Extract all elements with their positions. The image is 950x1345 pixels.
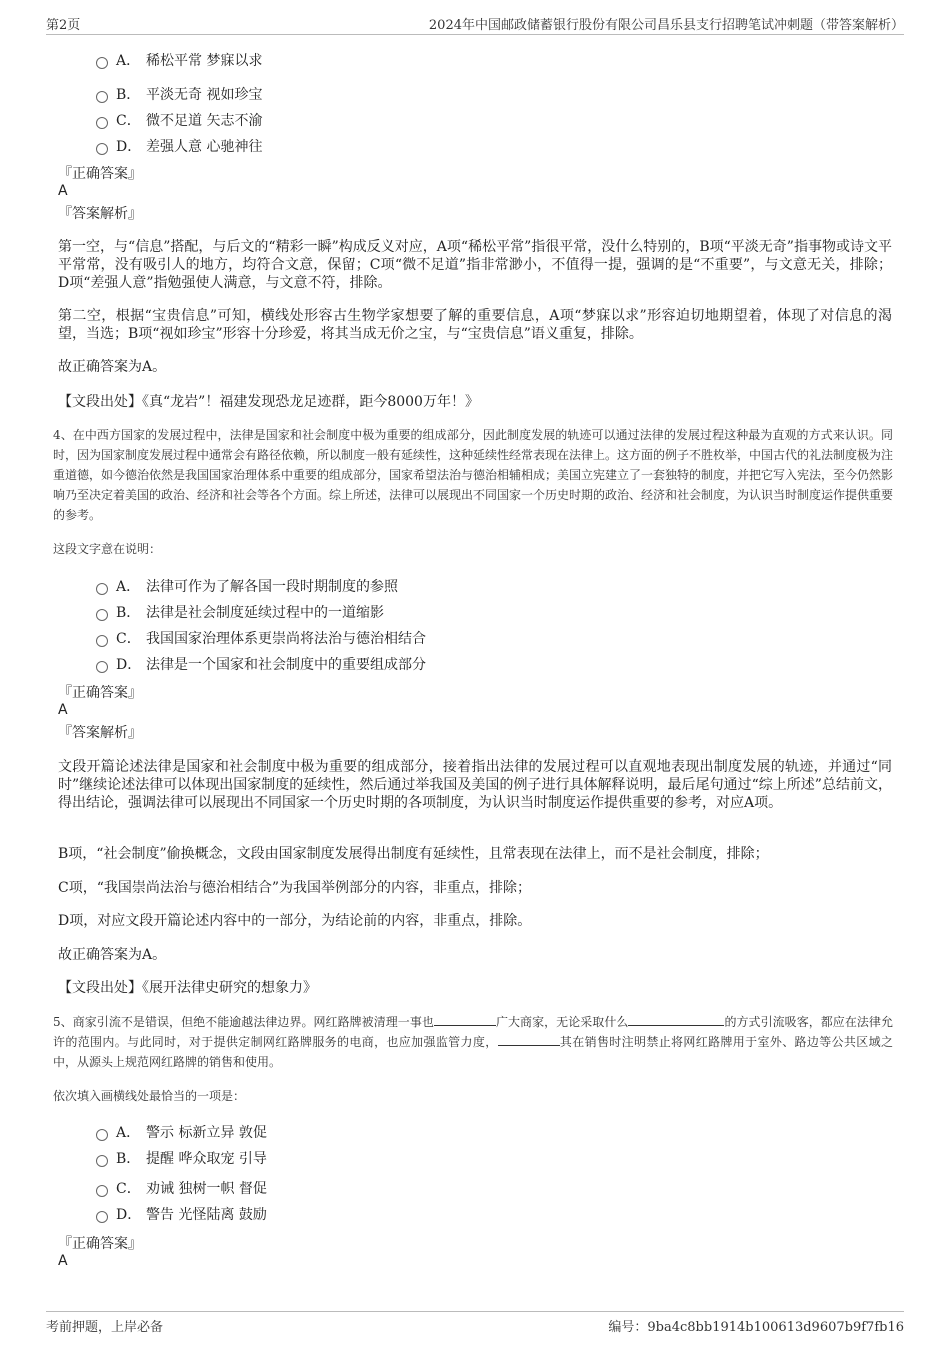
radio-icon[interactable]: [96, 117, 108, 129]
q3-analysis-paragraph: 第一空，与“信息”搭配，与后文的“精彩一瞬”构成反义对应，A项“稀松平常”指很平常，没什么特别的，B项“平淡无奇”指事物或诗文平平常常，没有吸引人的地方，均符合文意，保留；C项“微不足道”指非常渺小，不值得一提，强调的是“不重要”，与文意无关，排除；D项“差强人意”指勉强使人满意，与文意不符，排除。: [58, 239, 892, 291]
q5-prompt: 依次填入画横线处最恰当的一项是：: [53, 1089, 246, 1103]
document-title: 2024年中国邮政储蓄银行股份有限公司昌乐县支行招聘笔试冲刺题（带答案解析）: [428, 18, 904, 33]
q4-prompt: 这段文字意在说明：: [53, 542, 162, 556]
q5-answer-heading: 『正确答案』: [58, 1236, 142, 1252]
q4-answer: A: [58, 702, 68, 718]
page-header: [46, 14, 904, 35]
radio-icon[interactable]: [96, 91, 108, 103]
q4-analysis-paragraph: C项，“我国崇尚法治与德治相结合”为我国举例部分的内容，非重点，排除；: [58, 880, 532, 896]
q3-option-a[interactable]: A． 稀松平常 梦寐以求: [96, 50, 262, 70]
radio-icon[interactable]: [96, 1129, 108, 1141]
radio-icon[interactable]: [96, 609, 108, 621]
q4-analysis-paragraph: D项，对应文段开篇论述内容中的一部分，为结论前的内容，非重点，排除。: [58, 913, 532, 929]
radio-icon[interactable]: [96, 1155, 108, 1167]
q5-question: 5、商家引流不是错误，但绝不能逾越法律边界。网红路牌被清理一事也 广大商家，无论采取什么 的方式引流吸客，都应在法律允许的范围内。与此同时，对于提供定制网红路牌服务的电商，也应加强监管力度， 其在销售时注明禁止将网红路牌用于室外、路边等公共区域之中，从源头上规范网红路牌的销售和使用。: [53, 1012, 893, 1072]
radio-icon[interactable]: [96, 57, 108, 69]
q4-option-b[interactable]: B． 法律是社会制度延续过程中的一道缩影: [96, 602, 384, 622]
document-id: 编号：9ba4c8bb1914b100613d9607b9f7fb16: [608, 1320, 904, 1335]
radio-icon[interactable]: [96, 1211, 108, 1223]
fill-blank: [434, 1012, 496, 1026]
q5-option-d[interactable]: D． 警告 光怪陆离 鼓励: [96, 1204, 267, 1224]
q3-analysis-heading: 『答案解析』: [58, 206, 142, 222]
q5-option-b[interactable]: B． 提醒 哗众取宠 引导: [96, 1148, 267, 1168]
q3-source: 【文段出处】《真“龙岩”！福建发现恐龙足迹群，距今8000万年！》: [58, 394, 479, 410]
footer-slogan: 考前押题，上岸必备: [46, 1320, 164, 1335]
q5-option-c[interactable]: C． 劝诫 独树一帜 督促: [96, 1178, 267, 1198]
q4-answer-heading: 『正确答案』: [58, 685, 142, 701]
fill-blank: [628, 1012, 724, 1026]
q3-answer: A: [58, 183, 68, 199]
q4-question: 4、在中西方国家的发展过程中，法律是国家和社会制度中极为重要的组成部分，因此制度发展的轨迹可以通过法律的发展过程这种最为直观的方式来认识。同时，因为国家制度发展过程中通常会有路径依赖，所以制度一般有延续性，这种延续性经常表现在法律上。这方面的例子不胜枚举，中国古代的礼法制度极为注重道德，如今德治依然是我国国家治理体系中重要的组成部分，国家希望法治与德治相辅相成；美国立宪建立了一套独特的制度，并把它写入宪法，至今仍然影响乃至决定着美国的政治、经济和社会等各个方面。综上所述，法律可以展现出不同国家一个历史时期的政治、经济和社会制度，为认识当时制度运作提供重要的参考。: [53, 428, 894, 522]
q4-option-d[interactable]: D． 法律是一个国家和社会制度中的重要组成部分: [96, 654, 426, 674]
fill-blank: [498, 1032, 560, 1046]
q5-option-a[interactable]: A． 警示 标新立异 敦促: [96, 1122, 267, 1142]
q4-analysis-paragraph: B项，“社会制度”偷换概念，文段由国家制度发展得出制度有延续性，且常表现在法律上，而不是社会制度，排除；: [58, 846, 769, 862]
q4-option-a[interactable]: A． 法律可作为了解各国一段时期制度的参照: [96, 576, 398, 596]
q4-source: 【文段出处】《展开法律史研究的想象力》: [58, 980, 317, 996]
q4-analysis-heading: 『答案解析』: [58, 725, 142, 741]
q4-option-c[interactable]: C． 我国国家治理体系更崇尚将法治与德治相结合: [96, 628, 426, 648]
q3-answer-heading: 『正确答案』: [58, 166, 142, 182]
radio-icon[interactable]: [96, 661, 108, 673]
q5-answer: A: [58, 1253, 68, 1269]
q3-option-b[interactable]: B． 平淡无奇 视如珍宝: [96, 84, 262, 104]
radio-icon[interactable]: [96, 1185, 108, 1197]
page-footer: [46, 1311, 904, 1335]
q4-conclusion: 故正确答案为A。: [58, 947, 167, 963]
page-number: 第2页: [46, 18, 81, 33]
q3-option-d[interactable]: D． 差强人意 心驰神往: [96, 136, 262, 156]
q3-option-c[interactable]: C． 微不足道 矢志不渝: [96, 110, 262, 130]
q3-conclusion: 故正确答案为A。: [58, 359, 167, 375]
radio-icon[interactable]: [96, 583, 108, 595]
q4-analysis-paragraph: 文段开篇论述法律是国家和社会制度中极为重要的组成部分，接着指出法律的发展过程可以直观地表现出制度发展的轨迹，并通过“同时”继续论述法律可以体现出国家制度的延续性，然后通过举我国及美国的例子进行具体解释说明，最后尾句通过“综上所述”总结前文，得出结论，强调法律可以展现出不同国家一个历史时期的各项制度，为认识当时制度运作提供重要的参考，对应A项。: [58, 759, 892, 811]
radio-icon[interactable]: [96, 635, 108, 647]
q3-analysis-paragraph: 第二空，根据“宝贵信息”可知，横线处形容古生物学家想要了解的重要信息，A项“梦寐以求”形容迫切地期望着，体现了对信息的渴望，当选；B项“视如珍宝”形容十分珍爱，将其当成无价之宝，与“宝贵信息”语义重复，排除。: [58, 308, 892, 342]
radio-icon[interactable]: [96, 143, 108, 155]
